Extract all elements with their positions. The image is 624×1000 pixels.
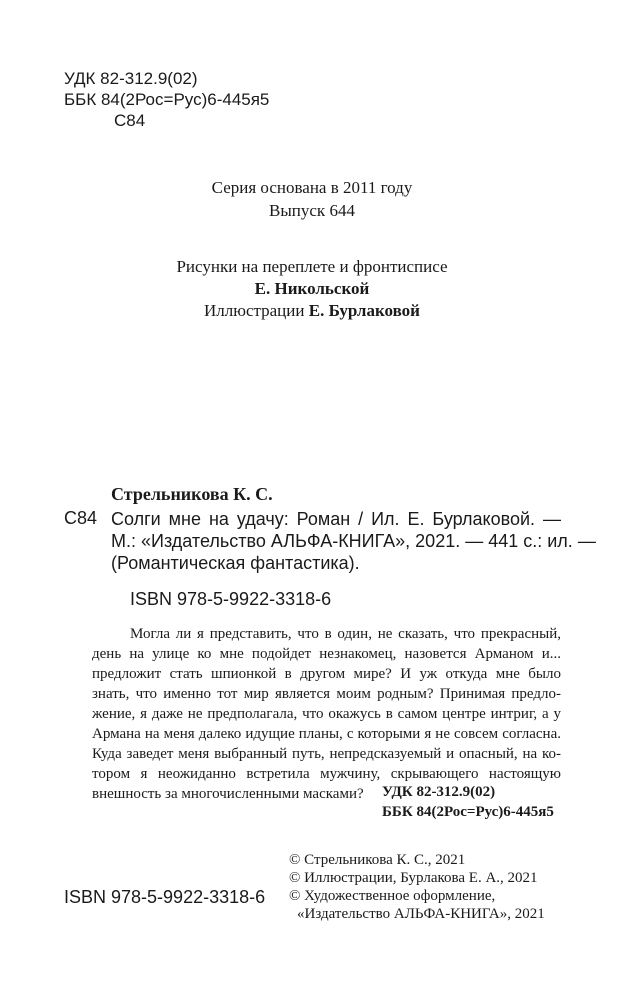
annotation-line: предложит стать шпионкой в другом мире? И уж откуда мне было (92, 666, 561, 682)
annotation-line: тором я неожиданно встретила мужчину, скрывающего настоящую (92, 766, 561, 782)
bbk-code: ББК 84(2Рос=Рус)6-445я5 (64, 90, 270, 109)
series-issue: Выпуск 644 (269, 201, 355, 220)
copyright-block (289, 851, 545, 923)
copyright-line: © Художественное оформление, (289, 888, 496, 904)
annotation-line: Армана на меня далеко идущие планы, с которыми я не совсем согласна. (92, 726, 561, 742)
biblio-line: М.: «Издательство АЛЬФА-КНИГА», 2021. — 441 с.: ил. — (111, 531, 596, 551)
illustrations-artist: Е. Бурлаковой (308, 301, 420, 320)
biblio-line: Солги мне на удачу: Роман / Ил. Е. Бурлаковой. — (111, 509, 561, 529)
author-sign-code: С84 (114, 111, 146, 130)
annotation-line: Куда заведет меня выбранный путь, непредсказуемый и опасный, на ко- (92, 746, 561, 762)
right-bbk-code: ББК 84(2Рос=Рус)6-445я5 (382, 804, 554, 820)
illustration-credits (0, 300, 624, 322)
right-udk-code: УДК 82-312.9(02) (382, 784, 496, 800)
series-founded: Серия основана в 2011 году (211, 178, 413, 197)
cover-artist: Е. Никольской (254, 279, 370, 298)
isbn-bottom: ISBN 978-5-9922-3318-6 (64, 887, 266, 907)
annotation-line: жение, я даже не предполагала, что окажусь в самом центре интриг, а у (92, 706, 561, 722)
annotation-line: Могла ли я представить, что в один, не сказать, что прекрасный, (130, 626, 561, 642)
series-info (0, 176, 624, 222)
annotation-line: день на улице ко мне подойдет незнакомец, назовется Арманом и... (92, 646, 561, 662)
annotation (92, 624, 561, 804)
cover-credits (0, 256, 624, 300)
isbn-record: ISBN 978-5-9922-3318-6 (130, 589, 332, 609)
right-classification (382, 782, 554, 822)
record-code: С84 (64, 508, 98, 528)
author-name: Стрельникова К. С. (111, 484, 273, 504)
annotation-line: внешность за многочисленными масками? (92, 786, 364, 802)
copyright-continuation: «Издательство АЛЬФА-КНИГА», 2021 (297, 906, 545, 922)
annotation-line: знать, что именно тот мир является моим родным? Принимая предло- (92, 686, 561, 702)
copyright-line: © Стрельникова К. С., 2021 (289, 852, 466, 868)
biblio-line: (Романтическая фантастика). (111, 553, 360, 573)
cover-credit-line: Рисунки на переплете и фронтисписе (176, 257, 448, 276)
top-classification (64, 68, 269, 131)
copyright-line: © Иллюстрации, Бурлакова Е. А., 2021 (289, 870, 538, 886)
illustrations-prefix: Иллюстрации (204, 301, 305, 320)
udk-code: УДК 82-312.9(02) (64, 69, 198, 88)
bibliographic-description (111, 508, 596, 574)
